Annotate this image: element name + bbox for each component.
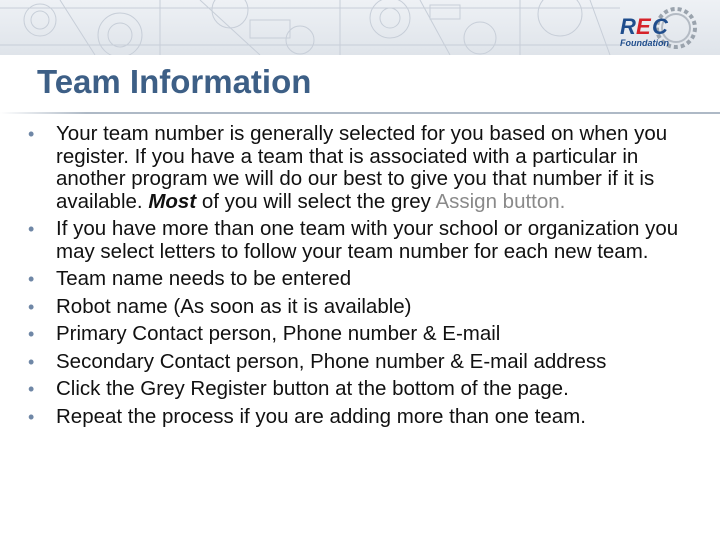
svg-text:E: E <box>636 14 651 39</box>
bullet-icon: • <box>28 379 35 399</box>
svg-text:C: C <box>652 14 668 39</box>
list-item: • Your team number is generally selected for you based on when you register. If you have a team that is associated with a particular in another program we will do our best to give you that number if it is available. Most of you will select the grey Assign button. <box>28 122 668 213</box>
list-item: • If you have more than one team with your school or organization you may select letters to follow your team number for each new team. <box>28 217 679 263</box>
bullet-icon: • <box>28 296 35 317</box>
list-item: • Repeat the process if you are adding more than one team. <box>28 404 586 428</box>
svg-text:R: R <box>620 14 636 39</box>
assign-button-reference: Assign button. <box>435 189 566 213</box>
list-item: • Team name needs to be entered <box>28 267 352 290</box>
list-item: • Click the Grey Register button at the bottom of the page. <box>28 377 569 400</box>
bullet-icon: • <box>28 269 35 289</box>
bullet-icon: • <box>28 351 35 372</box>
header-banner <box>0 0 720 55</box>
list-item: • Robot name (As soon as it is available) <box>28 294 412 318</box>
bullet-icon: • <box>28 124 35 144</box>
bullet-list <box>28 123 698 433</box>
bullet-icon: • <box>28 324 35 344</box>
bullet-icon: • <box>28 219 35 239</box>
title-divider <box>0 112 720 114</box>
list-item: • Secondary Contact person, Phone number & E-mail address <box>28 349 607 373</box>
svg-text:Foundation: Foundation <box>620 38 669 48</box>
list-item: • Primary Contact person, Phone number & E-mail <box>28 322 501 345</box>
rec-foundation-logo <box>614 4 706 54</box>
slide-title: Team Information <box>37 63 312 100</box>
blueprint-pattern <box>0 0 720 55</box>
bullet-icon: • <box>28 406 35 427</box>
